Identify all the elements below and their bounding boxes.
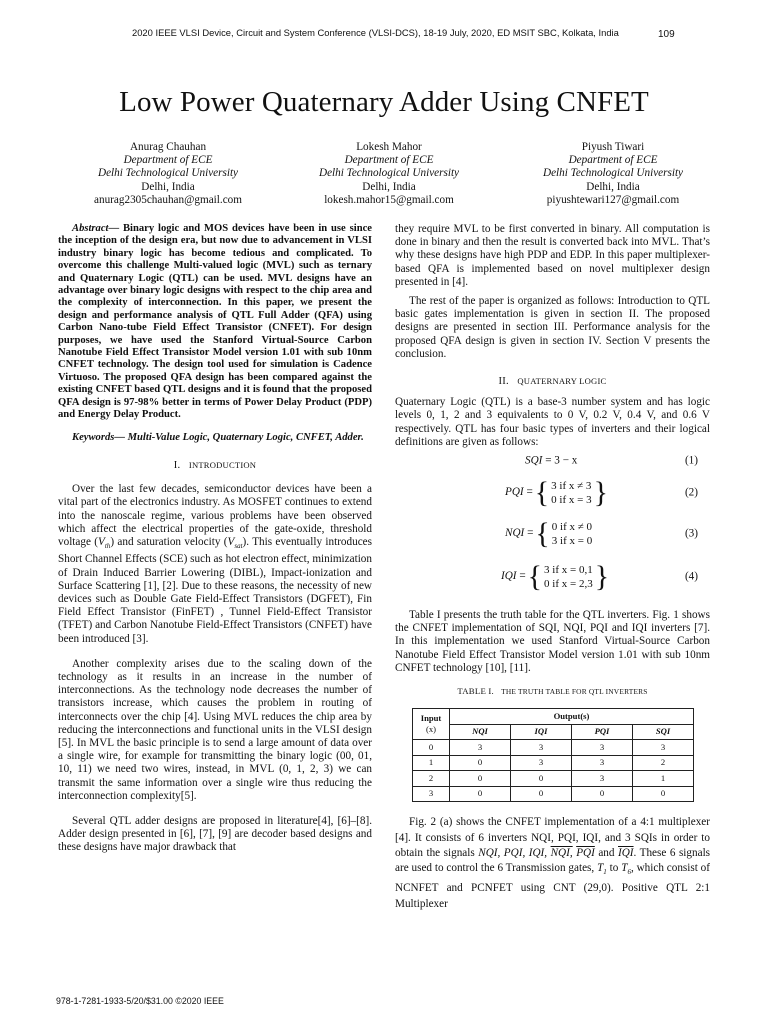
equation-number: (2): [684, 486, 698, 499]
equation-number: (3): [684, 527, 698, 540]
signal-name: NQI, PQI, IQI,: [478, 847, 548, 860]
author-block: [48, 141, 288, 207]
equation-number: (4): [684, 570, 698, 583]
symbol: V: [227, 535, 235, 548]
author-email: lokesh.mahor15@gmail.com: [324, 193, 454, 206]
author-block: [269, 141, 509, 207]
table-cell: 0: [572, 786, 633, 802]
eq-case: 3 if x ≠ 3: [551, 480, 592, 493]
intro-paragraph: Several QTL adder designs are proposed in literature[4], [6]–[8]. Adder design presented in [6], [7], [9] are decoder based designs and these designs have major drawback that: [58, 815, 372, 854]
table-header-output: Output(s): [450, 709, 694, 725]
table-cell: 3: [511, 755, 572, 771]
left-column: [58, 223, 372, 855]
author-dept: Department of ECE: [123, 154, 213, 167]
section-heading: [58, 459, 372, 472]
table-col-header: PQI: [572, 724, 633, 740]
author-email: anurag2305chauhan@gmail.com: [94, 193, 242, 206]
section-title: INTRODUCTION: [188, 459, 257, 470]
header-sublabel: (x): [425, 724, 437, 735]
symbol: T: [597, 862, 604, 875]
text-run: Over the last few decades, semiconductor devices have been a vital part of the electronics industry. As MOSFET continues to extend into the nanoscale regime, various problems have been observed which affect the electrical properties of the gate-oxide, threshold voltage (: [58, 483, 372, 548]
signal-name-overline: $\overline{IQI}$: [618, 847, 634, 860]
keywords-label: Keywords: [72, 431, 115, 443]
table-cell: 3: [633, 740, 694, 756]
table-cell: 2: [413, 771, 450, 787]
copyright-footer: 978-1-7281-1933-5/20/$31.00 ©2020 IEEE: [56, 996, 224, 1006]
keywords: [58, 432, 372, 444]
eq-case: 3 if x = 0,1: [544, 564, 593, 577]
eq-lhs: IQI: [501, 570, 517, 583]
keywords-text: — Multi-Value Logic, Quaternary Logic, CNFET, Adder.: [114, 431, 364, 443]
author-location: Delhi, India: [141, 180, 195, 193]
table-cell: 2: [633, 755, 694, 771]
table-cell: 3: [572, 771, 633, 787]
equation-3: [395, 513, 710, 555]
equation-number: (1): [684, 454, 698, 467]
table-cell: 1: [413, 755, 450, 771]
equation-body: IQI = { 3 if x = 0,1 0 if x = 2,3 }: [501, 560, 610, 594]
brace-glyph: {: [535, 517, 550, 551]
section-number: I.: [173, 459, 181, 471]
eq-case: 3 if x = 0: [551, 535, 593, 548]
table-number: TABLE I.: [457, 686, 494, 697]
equation-4: [395, 555, 710, 599]
section-number: II.: [498, 376, 509, 388]
subscript: th: [104, 542, 111, 551]
body-paragraph: Table I presents the truth table for the QTL inverters. Fig. 1 shows the CNFET implementation of SQI, NQI, PQI and IQI inverters [7]. In this implementation we used Stanford Virtual-Source Carbon Nanotube Field Effect Transistor Model version 1.01 with sub 10nm CNFET technology [10], [11].: [395, 609, 710, 674]
symbol: V: [98, 535, 105, 548]
abstract: [58, 223, 372, 422]
table-cell: 0: [450, 786, 511, 802]
author-dept: Department of ECE: [344, 154, 434, 167]
text-run: . These 6 signals are used to control the 6 Transmission gates,: [395, 847, 711, 875]
symbol: T: [621, 862, 628, 875]
eq-lhs: NQI: [505, 527, 525, 540]
table-cell: 0: [511, 771, 572, 787]
table-caption: [395, 685, 710, 698]
subscript: sat: [234, 542, 243, 551]
body-paragraph: they require MVL to be first converted in binary. All computation is done in binary and then the result is converted back into MVL. That’s why these designs have high PDP and EDP. In this paper multiplexer-based QFA is implemented based on novel multiplexer design presented in [4].: [395, 223, 710, 288]
table-cell: 3: [572, 740, 633, 756]
signal-name-overline: $\overline{PQI}$: [576, 847, 595, 860]
eq-case: 0 if x = 3: [551, 494, 592, 507]
section-title: QUATERNARY LOGIC: [517, 376, 607, 387]
brace-glyph: {: [527, 560, 543, 594]
table-cell: 1: [633, 771, 694, 787]
table-caption-text: THE TRUTH TABLE FOR QTL INVERTERS: [501, 687, 648, 697]
text-run: Fig. 2 (a) shows the CNFET implementation of a 4:1 multiplexer [4]. It consists of 6 inverters NQI, PQI, IQI, and 3 SQIs in order to obtain the signals: [395, 816, 710, 860]
brace-glyph: }: [593, 476, 608, 510]
abstract-label: Abstract: [72, 223, 109, 234]
header-label: Input: [420, 713, 442, 724]
table-row: [413, 740, 694, 756]
table-cell: 3: [450, 740, 511, 756]
eq-lhs: SQI: [525, 454, 543, 467]
text-run: ) and saturation velocity (: [110, 535, 228, 548]
table-cell: 0: [511, 786, 572, 802]
author-name: Anurag Chauhan: [129, 141, 207, 153]
eq-rhs: = 3 − x: [545, 454, 578, 467]
page-number: 109: [658, 29, 675, 40]
table-cell: 3: [511, 740, 572, 756]
text-run: ). This eventually introduces Short Channel Effects (SCE) such as hot electron effect, minimization of Drain Induced Barrier Lowering (DIBL), Impact-ionization and Surface Scattering [1], [2]. Due to these reasons, the necessity of new devices such as Double Gate Field-Effect Transistors (DGFET), Fin Field Effect Transistor (FinFET) , Tunnel Field-Effect Transistor (TFET) and Carbon Nanotube Field-Effect Transistors (CNFET) have been introduced [3].: [58, 535, 372, 645]
right-column: [395, 223, 710, 912]
table-row: [413, 771, 694, 787]
conference-line: 2020 IEEE VLSI Device, Circuit and System Conference (VLSI-DCS), 18-19 July, 2020, ED MSIT SBC, Kolkata, India: [132, 27, 619, 38]
table-cell: 0: [633, 786, 694, 802]
table-cell: 3: [572, 755, 633, 771]
equation-body: NQI = { 0 if x ≠ 0 3 if x = 0: [505, 517, 593, 551]
body-paragraph: The rest of the paper is organized as follows: Introduction to QTL basic gates implementation is given in section II. The proposed designs are presented in section III. Performance analysis for the proposed QFA design is given in section IV. Section V presents the conclusion.: [395, 295, 710, 360]
author-name: Piyush Tiwari: [581, 141, 645, 153]
author-dept: Department of ECE: [568, 154, 658, 167]
table-header-input: [413, 709, 450, 740]
table-row: [413, 755, 694, 771]
equation-2: [395, 473, 710, 513]
intro-paragraph: Another complexity arises due to the scaling down of the technology as it results in an increase in the number of interconnections. As the technology node decreases the number of transistors increase, which causes the problem in routing of interconnects over the chip [4]. Using MVL reduces the chip area by reducing the interconnections and functional units in the VLSI design [5]. In MVL the basic principle is to send a large amount of data over a single wire, for example for transmitting the binary logic (00, 01, 10, 11) we need two wires, instead, in MVL (0, 1, 2, 3) we can transmit the same information over a single wire thus reducing the interconnection complexity[5].: [58, 657, 372, 802]
signal-name-overline: NQI,: [550, 847, 573, 860]
table-row: [413, 786, 694, 802]
truth-table: [412, 708, 694, 802]
author-block: [493, 141, 733, 207]
author-univ: Delhi Technological University: [318, 167, 460, 180]
table-cell: 0: [413, 740, 450, 756]
text-run: to: [606, 862, 622, 875]
author-name: Lokesh Mahor: [356, 141, 422, 153]
paper-title: Low Power Quaternary Adder Using CNFET: [119, 86, 649, 118]
table-col-header: IQI: [511, 724, 572, 740]
body-paragraph: [395, 815, 710, 912]
table-cell: 0: [450, 771, 511, 787]
brace-glyph: {: [534, 476, 550, 510]
table-col-header: SQI: [633, 724, 694, 740]
subscript: 1: [603, 868, 607, 877]
section-heading: [395, 375, 710, 388]
eq-case: 0 if x = 2,3: [544, 578, 593, 591]
author-univ: Delhi Technological University: [97, 167, 239, 180]
author-location: Delhi, India: [362, 180, 416, 193]
equation-body: [525, 454, 577, 467]
table-col-header: NQI: [450, 724, 511, 740]
text-run: and: [594, 847, 618, 860]
brace-glyph: }: [594, 560, 610, 594]
subscript: 6: [627, 868, 631, 877]
table-cell: 0: [450, 755, 511, 771]
abstract-text: — Binary logic and MOS devices have been in use since the inception of the design era, but now due to advancement in VLSI industry binary logic has become tedious and complicated. To overcome this challenge Multi-valued logic (MVL) such as ternary and Quaternary Logic (QTL) can be used. MVL designs have an advantage over binary logic designs with respect to the chip area and the complexity of interconnection. In this paper, we present the design and performance analysis of QTL Full Adder (QFA) using Carbon Nano-tube Field Effect Transistor (CNFET). For design purposes, we have used the Stanford Virtual-Source Carbon Nanotube Field Effect Transistor Model version 1.01 with sub 10nm CNFET technology. The design tool used for simulation is Cadence Virtuoso. The proposed QFA design has been compared against the existing CNFET based QTL designs and it is found that the proposed QFA design is 97-98% better in terms of Power Delay Product (PDP) and Energy Delay Product.: [58, 223, 372, 421]
table-cell: 3: [413, 786, 450, 802]
eq-case: 0 if x ≠ 0: [551, 521, 593, 534]
equation-body: PQI = { 3 if x ≠ 3 0 if x = 3 }: [505, 476, 608, 510]
author-location: Delhi, India: [586, 180, 640, 193]
eq-lhs: PQI: [505, 486, 524, 499]
intro-paragraph: [58, 483, 372, 646]
body-paragraph: Quaternary Logic (QTL) is a base-3 number system and has logic levels 0, 1, 2 and 3 equivalents to 0 V, 0.2 V, 0.4 V, and 0.6 V respectively. QTL has four basic types of inverters and their logical definitions are given as follows:: [395, 396, 710, 448]
equation-1: [395, 449, 710, 473]
author-univ: Delhi Technological University: [542, 167, 684, 180]
text-run: , which consist of NCNFET and PCNFET using CNT (29,0). Positive QTL 2:1 Multiplexer: [395, 862, 711, 910]
author-email: piyushtewari127@gmail.com: [546, 193, 680, 206]
